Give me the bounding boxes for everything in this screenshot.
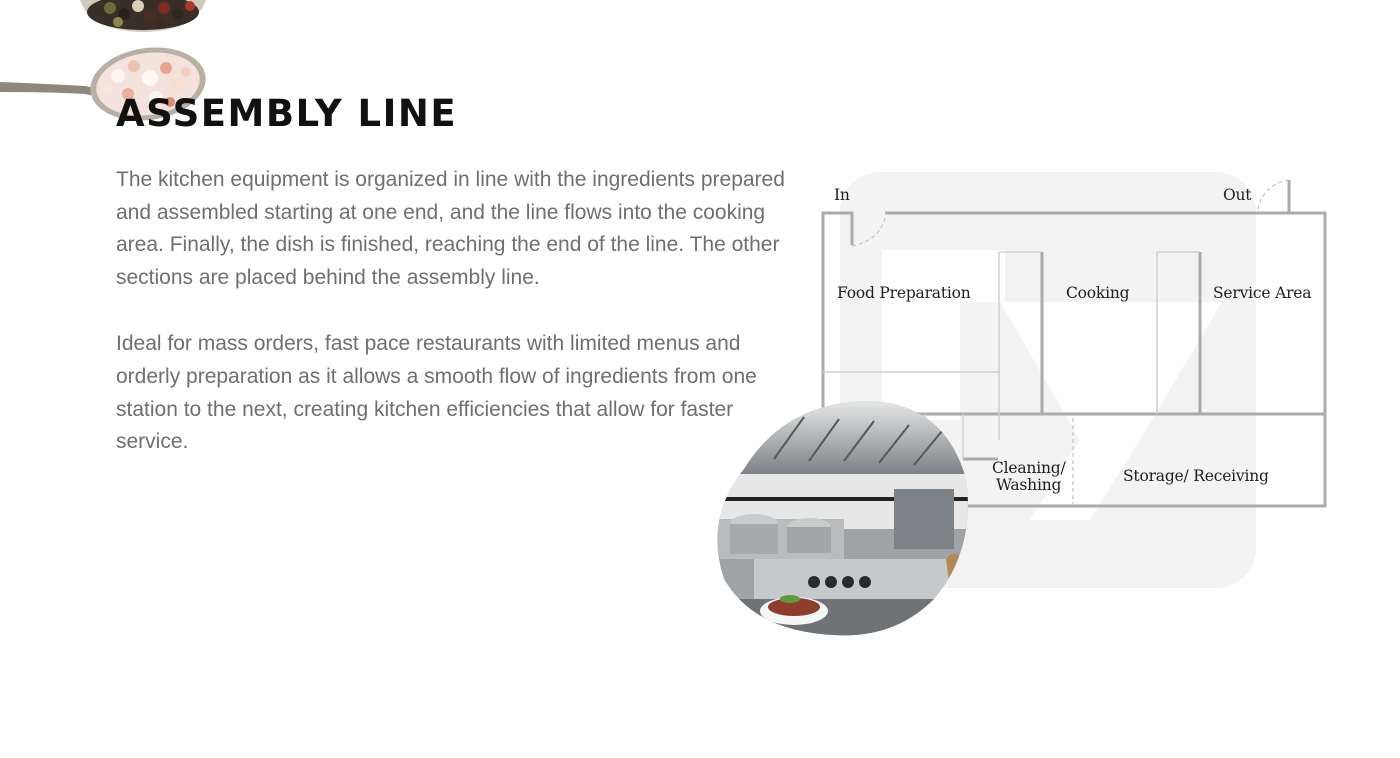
description-paragraph-1: The kitchen equipment is organized in line with the ingredients prepared and assembled starting at one end, and the line flows into the cooking area. Finally, the dish is finished, reaching the end of the line. The other sections are placed behind the assembly line. xyxy=(116,168,785,289)
description-paragraph-2: Ideal for mass orders, fast pace restaurants with limited menus and orderly preparation as it allows a smooth flow of ingredients from one station to the next, creating kitchen efficiencies that allow for faster service. xyxy=(116,332,757,454)
kitchen-photo xyxy=(714,399,970,637)
page-title: ASSEMBLY LINE xyxy=(116,92,458,135)
zone-cooking: Cooking xyxy=(1066,284,1130,302)
zone-cleaning-washing-line1: Cleaning/ xyxy=(992,459,1066,477)
zone-food-preparation: Food Preparation xyxy=(837,284,971,302)
label-in: In xyxy=(834,186,850,204)
zone-storage-receiving: Storage/ Receiving xyxy=(1123,467,1269,485)
zone-cleaning-washing-line2: Washing xyxy=(996,476,1062,494)
zone-service-area: Service Area xyxy=(1213,284,1312,302)
label-out: Out xyxy=(1223,186,1252,204)
